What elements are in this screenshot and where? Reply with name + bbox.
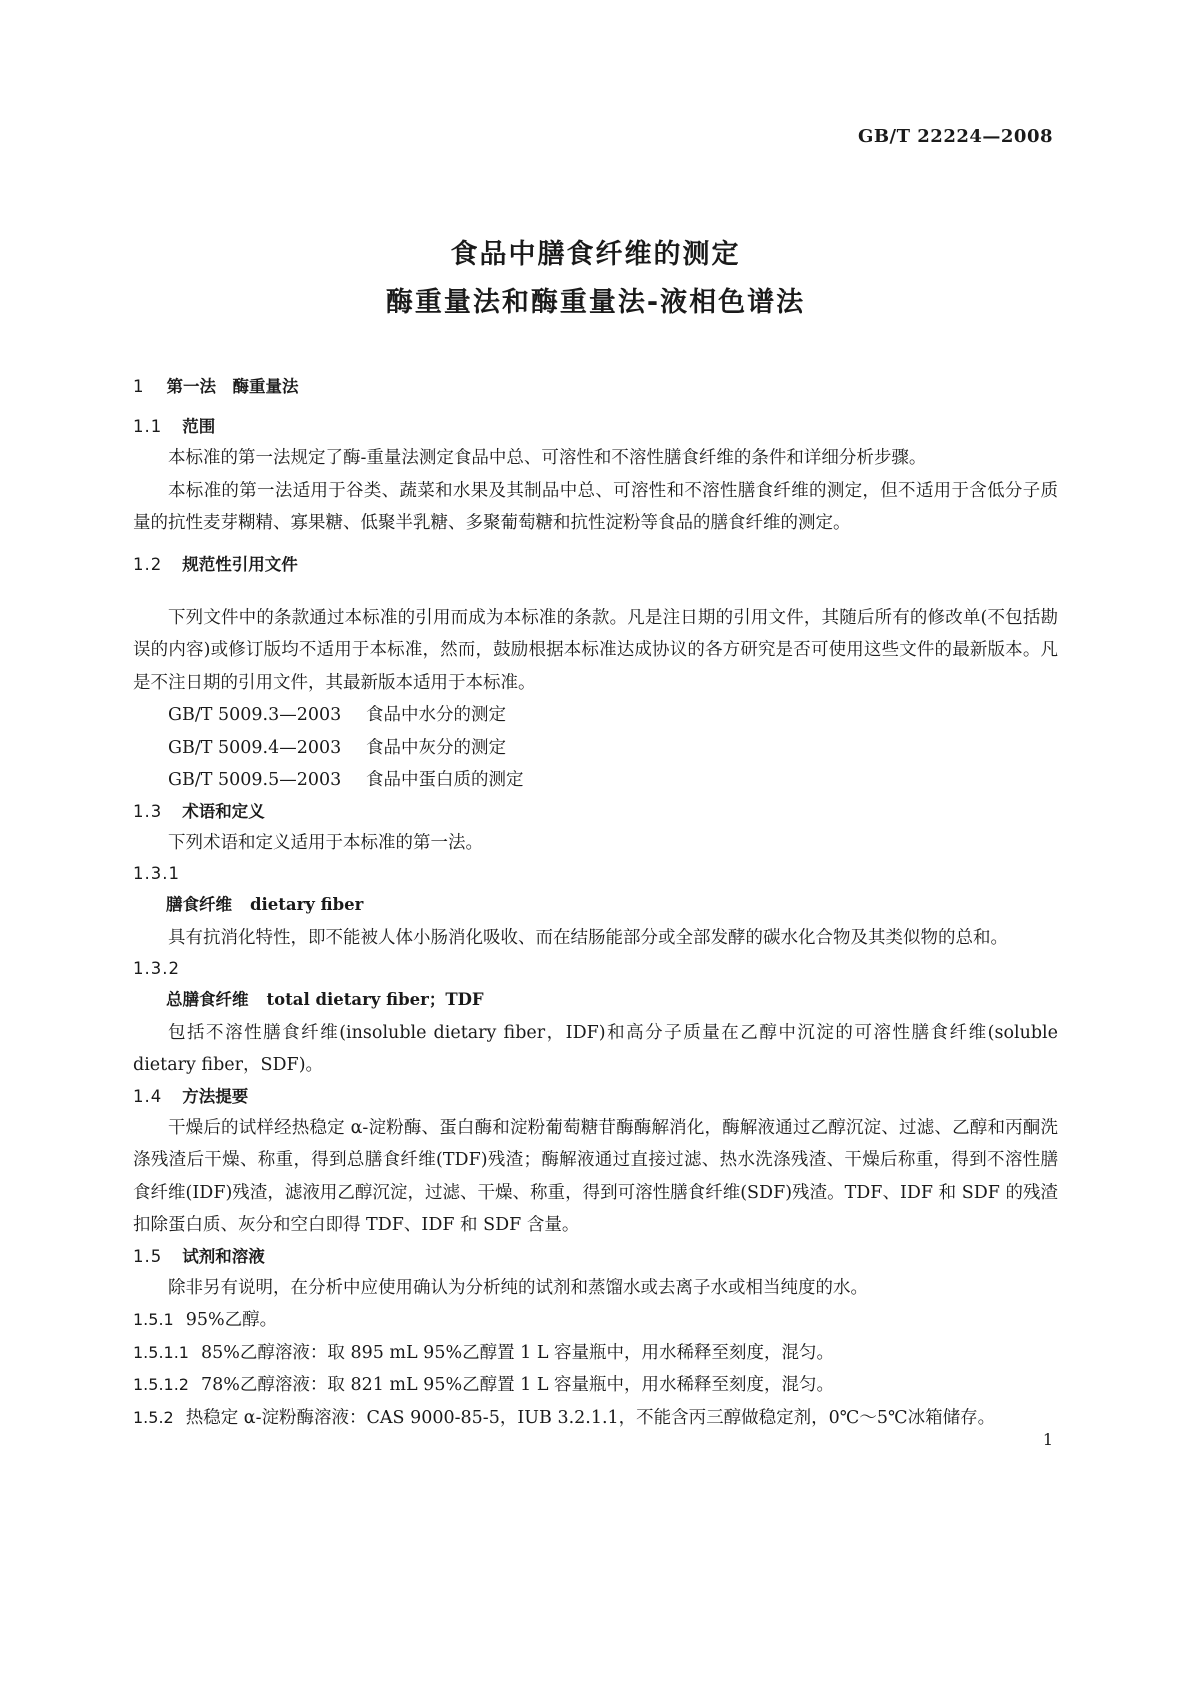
reference-code: GB/T 5009.5—2003 bbox=[168, 770, 342, 790]
paragraph: 下列文件中的条款通过本标准的引用而成为本标准的条款。凡是注日期的引用文件，其随后所有的修改单(不包括勘误的内容)或修订版均不适用于本标准，然而，鼓励根据本标准达成协议的各方研究是否可使用这些文件的最新版本。凡是不注日期的引用文件，其最新版本适用于本标准。 bbox=[133, 607, 1058, 693]
term-number-text: 1.3.2 bbox=[133, 959, 180, 978]
section-label: 规范性引用文件 bbox=[182, 554, 298, 574]
section-number: 1.3 bbox=[133, 801, 163, 821]
paragraph: 本标准的第一法规定了酶-重量法测定食品中总、可溶性和不溶性膳食纤维的条件和详细分析步骤。 bbox=[168, 448, 927, 468]
reagent-text: 95%乙醇。 bbox=[185, 1310, 278, 1330]
paragraph: 下列术语和定义适用于本标准的第一法。 bbox=[168, 832, 483, 853]
reagent-number: 1.5.1.1 bbox=[133, 1342, 189, 1362]
section-number: 1 bbox=[133, 377, 145, 396]
section-number: 1.5 bbox=[133, 1246, 163, 1266]
term-number bbox=[133, 859, 1058, 889]
reagent-number: 1.5.1 bbox=[133, 1310, 174, 1329]
document-subtitle: 酶重量法和酶重量法-液相色谱法 bbox=[385, 287, 806, 318]
section-label: 范围 bbox=[182, 417, 216, 436]
document-body bbox=[133, 372, 1058, 1434]
reference-item bbox=[133, 764, 1058, 797]
section-label: 第一法 酶重量法 bbox=[166, 377, 299, 396]
reference-code: GB/T 5009.4—2003 bbox=[168, 737, 342, 758]
term-zh: 总膳食纤维 bbox=[166, 990, 249, 1009]
section-1-2-heading bbox=[133, 550, 1058, 580]
reagent-item bbox=[133, 1402, 1058, 1435]
term-heading bbox=[133, 984, 1058, 1017]
reagent-text: 85%乙醇溶液：取 895 mL 95%乙醇置 1 L 容量瓶中，用水稀释至刻度，混匀。 bbox=[200, 1342, 835, 1363]
term-number bbox=[133, 954, 1058, 984]
section-1-4-heading bbox=[133, 1082, 1058, 1112]
reagent-text: 热稳定 α-淀粉酶溶液：CAS 9000-85-5，IUB 3.2.1.1，不能含丙三醇做稳定剂，0℃～5℃冰箱储存。 bbox=[185, 1407, 996, 1428]
section-label: 方法提要 bbox=[182, 1086, 249, 1106]
paragraph: 除非另有说明，在分析中应使用确认为分析纯的试剂和蒸馏水或去离子水或相当纯度的水。 bbox=[168, 1277, 868, 1298]
paragraph: 本标准的第一法适用于谷类、蔬菜和水果及其制品中总、可溶性和不溶性膳食纤维的测定，但不适用于含低分子质量的抗性麦芽糊精、寡果糖、低聚半乳糖、多聚葡萄糖和抗性淀粉等食品的膳食纤维的测定。 bbox=[133, 480, 1058, 533]
paragraph: 干燥后的试样经热稳定 α-淀粉酶、蛋白酶和淀粉葡萄糖苷酶酶解消化，酶解液通过乙醇沉淀、过滤、乙醇和丙酮洗涤残渣后干燥、称重，得到总膳食纤维(TDF)残渣；酶解液通过直接过滤、热水洗涤残渣、干燥后称重，得到不溶性膳食纤维(IDF)残渣，滤液用乙醇沉淀，过滤、干燥、称重，得到可溶性膳食纤维(SDF)残渣。TDF、IDF 和 SDF 的残渣扣除蛋白质、灰分和空白即得 TDF、IDF 和 SDF 含量。 bbox=[133, 1117, 1058, 1235]
reference-title: 食品中蛋白质的测定 bbox=[366, 770, 524, 790]
reagent-text: 78%乙醇溶液：取 821 mL 95%乙醇置 1 L 容量瓶中，用水稀释至刻度，混匀。 bbox=[200, 1375, 835, 1395]
section-1-1-heading bbox=[133, 412, 1058, 442]
reagent-number: 1.5.1.2 bbox=[133, 1375, 189, 1394]
section-number: 1.1 bbox=[133, 417, 163, 436]
term-en: dietary fiber bbox=[250, 895, 364, 914]
reference-item bbox=[133, 732, 1058, 765]
term-heading bbox=[133, 889, 1058, 922]
section-1-heading bbox=[133, 372, 1058, 402]
reference-item bbox=[133, 699, 1058, 732]
section-1-5-heading bbox=[133, 1242, 1058, 1272]
document-title: 食品中膳食纤维的测定 bbox=[450, 239, 741, 270]
term-en: total dietary fiber；TDF bbox=[266, 990, 484, 1009]
section-1-3-heading bbox=[133, 797, 1058, 827]
term-definition: 具有抗消化特性，即不能被人体小肠消化吸收、而在结肠能部分或全部发酵的碳水化合物及其类似物的总和。 bbox=[168, 927, 1008, 948]
reagent-number: 1.5.2 bbox=[133, 1407, 174, 1427]
page-number: 1 bbox=[1042, 1430, 1053, 1449]
section-label: 术语和定义 bbox=[182, 801, 265, 821]
reference-code: GB/T 5009.3—2003 bbox=[168, 705, 342, 725]
reference-title: 食品中水分的测定 bbox=[366, 705, 506, 725]
section-label: 试剂和溶液 bbox=[182, 1246, 265, 1266]
section-number: 1.4 bbox=[133, 1086, 163, 1106]
standard-code: GB/T 22224—2008 bbox=[857, 126, 1053, 147]
reference-title: 食品中灰分的测定 bbox=[366, 737, 506, 758]
section-number: 1.2 bbox=[133, 554, 163, 574]
term-number-text: 1.3.1 bbox=[133, 864, 180, 883]
term-zh: 膳食纤维 bbox=[166, 895, 232, 914]
term-definition: 包括不溶性膳食纤维(insoluble dietary fiber，IDF)和高分子质量在乙醇中沉淀的可溶性膳食纤维(soluble dietary fiber，SDF)。 bbox=[133, 1022, 1058, 1075]
reagent-item bbox=[133, 1337, 1058, 1370]
reagent-item bbox=[133, 1304, 1058, 1337]
reagent-item bbox=[133, 1369, 1058, 1402]
